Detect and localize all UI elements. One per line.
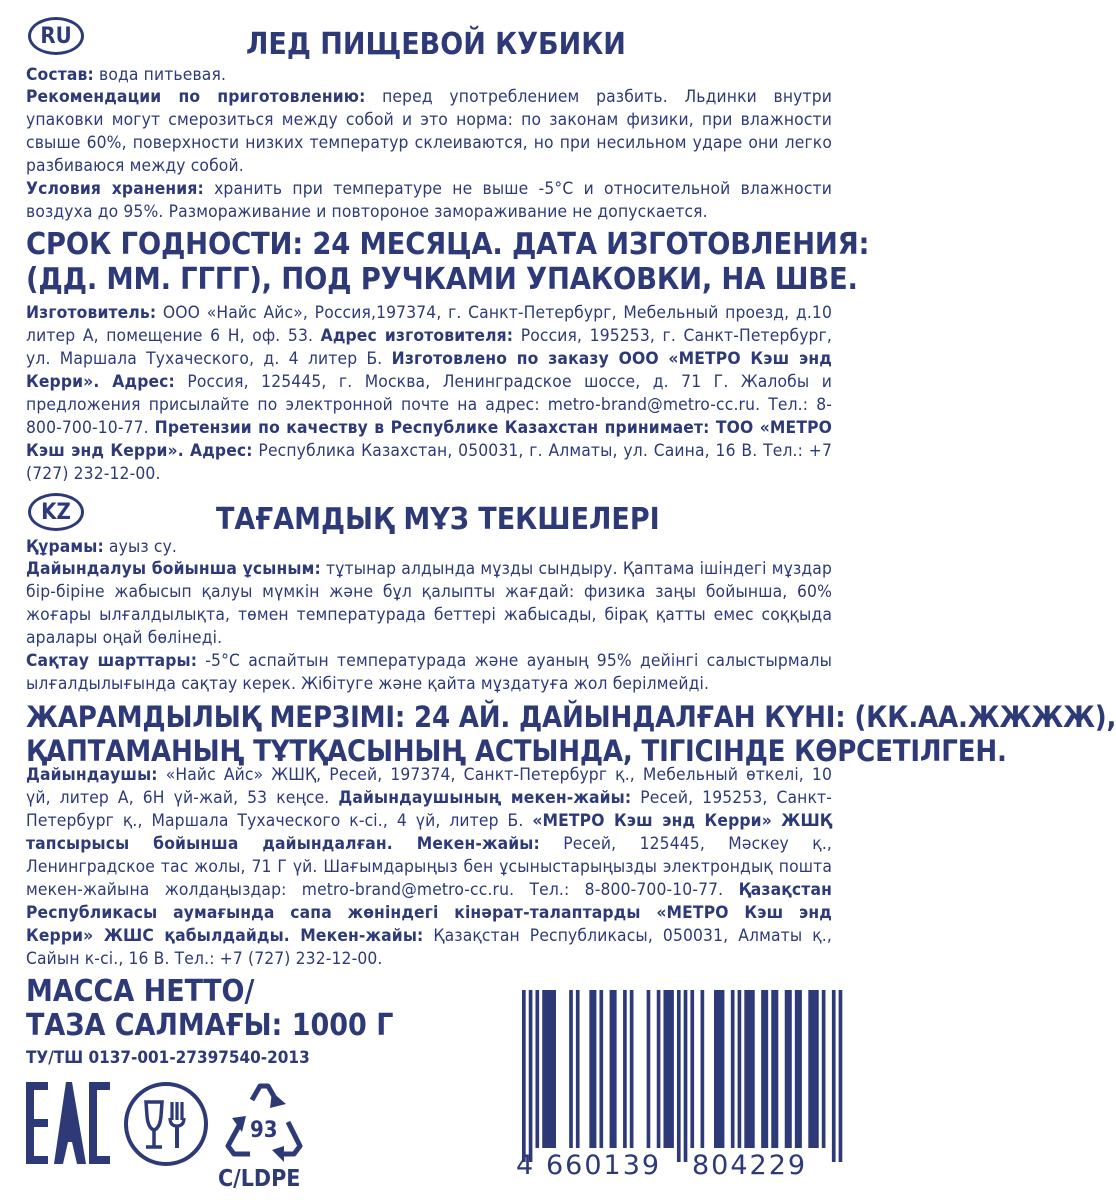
barcode-bar — [663, 990, 667, 1148]
barcode-bar — [599, 990, 603, 1148]
barcode-bar — [812, 990, 816, 1148]
barcode-bar — [546, 990, 550, 1148]
barcode-bar — [738, 990, 742, 1148]
kz-shelf-life-line2: ҚАПТАМАНЫҢ ТҰТҚАСЫНЫҢ АСТЫНДА, ТІГІСІНДЕ КӨРСЕТІЛГЕН. — [26, 734, 1007, 768]
barcode-bar — [593, 990, 597, 1148]
barcode-bar — [549, 990, 553, 1148]
barcode-bar — [647, 990, 651, 1148]
kz-composition: Құрамы: ауыз су. — [26, 537, 178, 557]
barcode-bar — [630, 990, 634, 1148]
barcode-bar — [815, 990, 819, 1148]
ru-shelf-life-line2: (ДД. ММ. ГГГГ), ПОД РУЧКАМИ УПАКОВКИ, НА ШВЕ. — [26, 262, 858, 297]
kz-shelf-life-line1: ЖАРАМДЫЛЫҚ МЕРЗІМІ: 24 АЙ. ДАЙЫНДАЛҒАН КҮНІ: (КК.АА.ЖЖЖЖ), — [26, 700, 1116, 734]
barcode-bar — [613, 990, 617, 1148]
barcode-bar — [529, 990, 533, 1162]
barcode-bar — [795, 990, 799, 1148]
barcode-bars — [522, 990, 842, 1162]
barcode-bar — [744, 990, 748, 1148]
barcode-bar — [576, 990, 580, 1148]
food-contact-icon — [122, 1080, 210, 1168]
barcode-bar — [623, 990, 627, 1148]
barcode-bar — [535, 990, 539, 1148]
kz-product-title: ТАҒАМДЫҚ МҰЗ ТЕКШЕЛЕРІ — [216, 502, 660, 537]
eac-mark-icon — [26, 1082, 110, 1164]
barcode-bar — [714, 990, 718, 1148]
barcode-bar — [552, 990, 556, 1148]
ru-composition: Состав: вода питьевая. — [26, 65, 227, 85]
barcode-bar — [522, 990, 526, 1162]
barcode-bar — [670, 990, 674, 1148]
ru-language-badge: RU — [28, 17, 84, 55]
barcode-bar — [748, 990, 752, 1148]
barcode-bar — [808, 990, 812, 1148]
barcode-digits-left: 660139 — [546, 1150, 662, 1181]
barcode-bar — [684, 990, 688, 1162]
barcode — [516, 990, 842, 1185]
barcode-bar — [542, 990, 546, 1148]
recycle-code: 93 — [250, 1118, 278, 1143]
barcode-bar — [657, 990, 661, 1148]
barcode-bar — [717, 990, 721, 1148]
barcode-bar — [667, 990, 671, 1148]
barcode-bar — [610, 990, 614, 1148]
barcode-bar — [677, 990, 681, 1162]
kz-preparation: Дайындалуы бойынша ұсыным: тұтынар алдында мұзды сындыру. Қаптама ішіндегі мұздар бір-біріне жабысып қалуы мүмкін және бұл қалыпты жағдай: физика заңы бойынша, 60% жоғары ылғалдылықта, төмен температурада беттері жабысады, бірақ қатты емес соққыда аралары оңай бөлінеді. — [26, 559, 832, 648]
recycle-material: C/LDPE — [218, 1166, 301, 1192]
ru-shelf-life-line1: СРОК ГОДНОСТИ: 24 МЕСЯЦА. ДАТА ИЗГОТОВЛЕНИЯ: — [26, 227, 870, 262]
barcode-bar — [771, 990, 775, 1148]
net-mass-line2: ТАЗА САЛМАҒЫ: 1000 Г — [26, 1008, 394, 1043]
barcode-bar — [822, 990, 826, 1148]
barcode-digits-right: 804229 — [692, 1150, 808, 1181]
barcode-bar — [839, 990, 843, 1162]
barcode-bar — [701, 990, 705, 1148]
barcode-bar — [832, 990, 836, 1162]
barcode-bar — [751, 990, 755, 1148]
barcode-bar — [589, 990, 593, 1148]
ru-manufacturer-info: Изготовитель: ООО «Найс Айс», Россия,197374, г. Санкт-Петербург, Мебельный проезд, д.10 литер А, помещение 6 Н, оф. 53. Адрес изготовителя: Россия, 195253, г. Санкт-Петербург, ул. Маршала Тухаческого, д. 4 литер Б. Изготовлено по заказу ООО «МЕТРО Кэш энд Керри». Адрес: Россия, 125445, г. Москва, Ленинградское шоссе, д. 71 Г. Жалобы и предложения присылайте по электронной почте на адрес: metro-brand@metro-cc.ru. Тел.: 8-800-700-10-77. Претензии по качеству в Республике Казахстан принимает: ТОО «МЕТРО Кэш энд Керри». Адрес: Республика Казахстан, 050031, г. Алматы, ул. Саина, 16 В. Тел.: +7 (727) 232-12-00. — [26, 303, 833, 484]
kz-storage: Сақтау шарттары: -5°С аспайтын температурада және ауаның 95% дейінгі салыстырмалы ылғалдылығында сақтау керек. Жібітуге және қайта мұздатуға жол берілмейді. — [26, 651, 832, 694]
ru-preparation: Рекомендации по приготовлению: перед употреблением разбить. Льдинки внутри упаковки могут смерозиться между собой и это норма: по законам физики, при влажности свыше 60%, поверхности низких температур склеиваются, но при несильном ударе они легко разбиваюся между собой. — [26, 87, 832, 176]
kz-manufacturer-info: Дайындаушы: «Найс Айс» ЖШҚ, Ресей, 197374, Санкт-Петербург қ., Мебельный өткелі, 10 үй, литер А, 6Н үй-жай, 53 кеңсе. Дайындаушының мекен-жайы: Ресей, 195253, Санкт-Петербург қ., Маршала Тухаческого к-сі., 4 үй, литер Б. «МЕТРО Кэш энд Керри» ЖШҚ тапсырысы бойынша дайындалған. Мекен-жайы: Ресей, 125445, Мәскеу қ., Ленинградское тас жолы, 71 Г үй. Шағымдарыңыз бен ұсыныстарыңызды электрондық пошта мекен-жайына жолдаңыздар: metro-brand@metro-cc.ru. Тел.: 8-800-700-10-77. Қазақстан Республикасы аумағында сапа жөніндегі кінәрат-талаптарды «МЕТРО Кэш энд Керри» ЖШС қабылдайды. Мекен-жайы: Қазақстан Республикасы, 050031, Алматы қ., Сайын к-сі., 16 В. Тел.: +7 (727) 232-12-00. — [26, 765, 833, 969]
barcode-bar — [798, 990, 802, 1148]
barcode-digit-first: 4 — [516, 1150, 536, 1181]
barcode-bar — [761, 990, 765, 1148]
barcode-bar — [731, 990, 735, 1148]
barcode-bar — [785, 990, 789, 1148]
barcode-bar — [569, 990, 573, 1148]
ru-storage: Условия хранения: хранить при температуре не выше -5°С и относительной влажности воздуха до 95%. Размораживание и повтороное замораживание не допускается. — [26, 179, 832, 222]
net-mass-line1: МАССА НЕТТО/ — [26, 974, 255, 1009]
standard-code: ТУ/ТШ 0137-001-27397540-2013 — [26, 1048, 310, 1068]
barcode-bar — [775, 990, 779, 1148]
barcode-bar — [690, 990, 694, 1148]
barcode-bar — [721, 990, 725, 1148]
barcode-bar — [788, 990, 792, 1148]
barcode-bar — [765, 990, 769, 1148]
ru-product-title: ЛЕД ПИЩЕВОЙ КУБИКИ — [246, 27, 626, 62]
kz-language-badge: KZ — [28, 493, 84, 531]
